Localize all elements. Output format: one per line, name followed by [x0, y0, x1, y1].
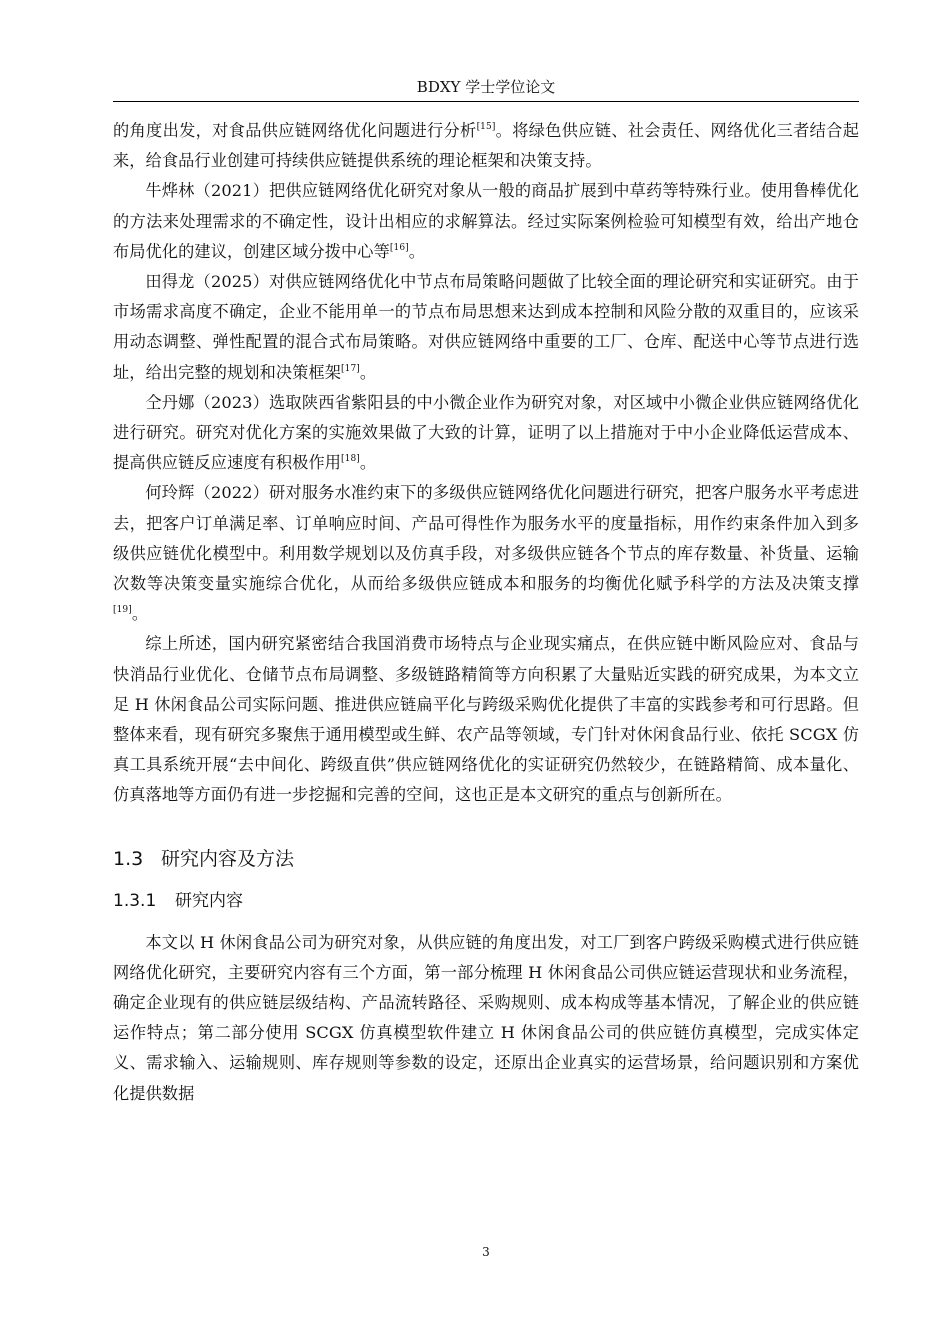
subsection-heading	[113, 886, 859, 916]
citation-ref: [16]	[389, 242, 409, 253]
section-heading	[113, 844, 859, 874]
running-header: BDXY 学士学位论文	[416, 78, 556, 96]
subsection-number: 1.3.1	[113, 890, 157, 911]
paragraph-text: 。	[408, 241, 426, 261]
citation-ref: [17]	[341, 363, 360, 374]
citation-ref: [15]	[476, 122, 496, 132]
paragraph-text: 。	[131, 604, 149, 624]
paragraph-tong	[113, 388, 859, 479]
section-number: 1.3	[113, 847, 144, 870]
header-divider	[113, 101, 859, 102]
subsection-title: 研究内容	[175, 890, 243, 911]
paragraph-text: 牛烨林（2021）把供应链网络优化研究对象从一般的商品扩展到中草药等特殊行业。使用鲁棒优化的方法来处理需求的不确定性，设计出相应的求解算法。经过实际案例检验可知模型有效，给出产地仓布局优化的建议，创建区域分拨中心等	[113, 181, 859, 261]
paragraph-summary	[113, 629, 859, 810]
paragraph-text: 。将绿色供应链、社会责任、网络优化三者结合起来，给食品行业创建可持续供应链提供系统的理论框架和决策支持。	[113, 121, 859, 171]
paragraph-text: 何玲辉（2022）研对服务水准约束下的多级供应链网络优化问题进行研究，把客户服务水平考虑进去，把客户订单满足率、订单响应时间、产品可得性作为服务水平的度量指标，用作约束条件加入到多级供应链优化模型中。利用数学规划以及仿真手段，对多级供应链各个节点的库存数量、补货量、运输次数等决策变量实施综合优化，从而给多级供应链成本和服务的均衡优化赋予科学的方法及决策支撑	[113, 483, 859, 594]
paragraph-tian	[113, 267, 859, 388]
page-body	[113, 116, 859, 1109]
paragraph-he	[113, 478, 859, 629]
citation-ref: [19]	[113, 605, 132, 616]
paragraph-continuation	[113, 116, 859, 176]
section-title: 研究内容及方法	[161, 847, 295, 870]
paragraph-text: 的角度出发，对食品供应链网络优化问题进行分析	[113, 121, 477, 140]
paragraph-text: 综上所述，国内研究紧密结合我国消费市场特点与企业现实痛点，在供应链中断风险应对、食品与快消品行业优化、仓储节点布局调整、多级链路精简等方向积累了大量贴近实践的研究成果，为本文立足 H 休闲食品公司实际问题、推进供应链扁平化与跨级采购优化提供了丰富的实践参考和可行思路。但整体来看，现有研究多聚焦于通用模型或生鲜、农产品等领域，专门针对休闲食品行业、依托 SCGX 仿真工具系统开展“去中间化、跨级直供”供应链网络优化的实证研究仍然较少，在链路精简、成本量化、仿真落地等方面仍有进一步挖掘和完善的空间，这也正是本文研究的重点与创新所在。	[113, 634, 859, 805]
citation-ref: [18]	[341, 454, 360, 465]
paragraph-research-content: 本文以 H 休闲食品公司为研究对象，从供应链的角度出发，对工厂到客户跨级采购模式进行供应链网络优化研究，主要研究内容有三个方面，第一部分梳理 H 休闲食品公司供应链运营现状和业务流程，确定企业现有的供应链层级结构、产品流转路径、采购规则、成本构成等基本情况，了解企业的供应链运作特点；第二部分使用 SCGX 仿真模型软件建立 H 休闲食品公司的供应链仿真模型，完成实体定义、需求输入、运输规则、库存规则等参数的设定，还原出企业真实的运营场景，给问题识别和方案优化提供数据	[113, 932, 859, 1103]
paragraph-text: 。	[359, 362, 377, 382]
page-number: 3	[482, 1245, 490, 1259]
paragraph-text: 。	[359, 453, 377, 473]
paragraph-text: 仝丹娜（2023）选取陕西省紫阳县的中小微企业作为研究对象，对区域中小微企业供应链网络优化进行研究。研究对优化方案的实施效果做了大致的计算，证明了以上措施对于中小企业降低运营成本、提高供应链反应速度有积极作用	[113, 392, 859, 473]
paragraph-niu	[113, 176, 859, 267]
paragraph-text: 田得龙（2025）对供应链网络优化中节点布局策略问题做了比较全面的理论研究和实证研究。由于市场需求高度不确定，企业不能用单一的节点布局思想来达到成本控制和风险分散的双重目的，应该采用动态调整、弹性配置的混合式布局策略。对供应链网络中重要的工厂、仓库、配送中心等节点进行选址，给出完整的规划和决策框架	[113, 272, 859, 382]
